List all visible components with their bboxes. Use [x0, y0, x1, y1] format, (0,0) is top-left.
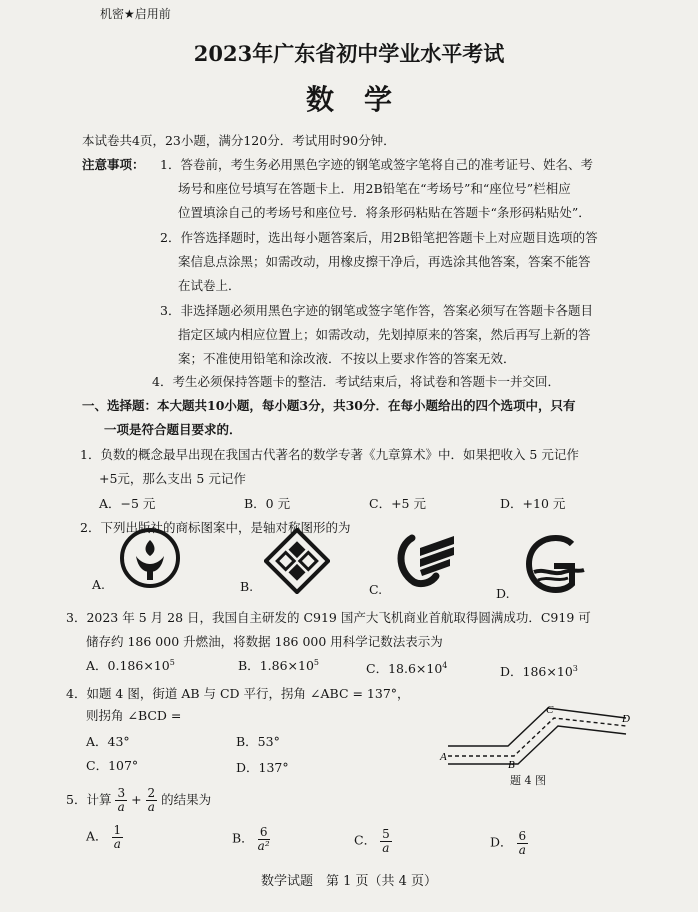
q5-option-a-denominator: a — [113, 836, 121, 851]
q5-term-2-numerator: 2 — [147, 786, 156, 801]
q3-stem-line-2: 储存约 186 000 升燃油，将数据 186 000 用科学记数法表示为 — [86, 634, 443, 649]
notice-2-line-2: 案信息点涂黑；如需改动，用橡皮擦干净后，再选涂其他答案，答案不能答 — [178, 254, 591, 269]
page-footer: 数学试题 第 1 页（共 4 页） — [260, 874, 438, 889]
notice-4-line-1: 4．考生必须保持答题卡的整洁．考试结束后，将试卷和答题卡一并交回． — [152, 374, 560, 389]
q2-option-b[interactable]: B. — [240, 579, 254, 594]
subject-title: 数学 — [305, 83, 422, 116]
q4-figure-label-d: D — [622, 713, 630, 725]
q3-option-b[interactable] — [238, 656, 319, 674]
q5-stem — [66, 784, 211, 816]
q3-option-c[interactable] — [366, 659, 447, 677]
q1-stem-line-2: +5元，那么支出 5 元记作 — [99, 471, 246, 486]
q3-option-b-label: B． — [238, 658, 260, 673]
confidential-mark: 机密★启用前 — [100, 7, 171, 21]
q4-option-a[interactable]: A．43° — [86, 734, 130, 749]
q2-stem: 2．下列出版社的商标图案中，是轴对称图形的为 — [80, 520, 351, 535]
q4-figure-label-b: B — [508, 759, 515, 768]
q4-figure-label-c: C — [546, 704, 554, 716]
q3-option-d-exponent: 3 — [572, 663, 578, 673]
q4-option-b[interactable]: B．53° — [236, 734, 280, 749]
notice-label: 注意事项： — [82, 157, 145, 172]
exam-title: 2023年广东省初中学业水平考试 — [193, 41, 505, 66]
q5-option-b-numerator: 6 — [258, 826, 270, 840]
q5-prefix: 5．计算 — [66, 792, 112, 807]
q3-option-b-exponent: 5 — [313, 657, 319, 667]
q3-option-a[interactable] — [86, 656, 175, 674]
q5-option-a-label: A． — [86, 828, 108, 844]
q5-option-d-numerator: 6 — [518, 829, 527, 843]
q3-option-c-mantissa: 18.6×10 — [388, 661, 443, 676]
q4-stem-line-2: 则拐角 ∠BCD = — [86, 708, 182, 723]
q5-option-c-fraction — [380, 828, 392, 854]
notice-3-line-3: 案；不准使用铅笔和涂改液．不按以上要求作答的答案无效． — [178, 351, 516, 366]
notice-2-line-3: 在试卷上． — [178, 278, 241, 293]
section-1-heading-cont: 一项是符合题目要求的． — [104, 422, 242, 437]
q5-option-d[interactable] — [490, 830, 528, 856]
q3-option-c-label: C． — [366, 661, 389, 676]
q4-stem-line-1: 4．如题 4 图，街道 AB 与 CD 平行，拐角 ∠ABC = 137°， — [66, 686, 410, 701]
exam-overview: 本试卷共4页，23小题，满分120分．考试用时90分钟． — [82, 133, 396, 148]
q5-plus: + — [131, 792, 142, 807]
q5-option-a-fraction — [112, 824, 124, 850]
q3-option-d-mantissa: 186×10 — [522, 664, 573, 679]
q5-option-b-denominator: a² — [257, 838, 270, 853]
q3-option-d-label: D． — [500, 664, 523, 679]
q5-suffix: 的结果为 — [161, 792, 212, 807]
q4-figure-caption: 题 4 图 — [510, 774, 546, 787]
q5-option-c[interactable] — [354, 828, 392, 854]
notice-3-line-2: 指定区域内相应位置上；如需改动，先划掉原来的答案，然后再写上新的答 — [178, 327, 591, 342]
q5-option-b[interactable] — [232, 826, 270, 852]
q5-term-1-denominator: a — [117, 800, 125, 814]
publisher-logo-a-icon — [118, 526, 182, 590]
q4-option-d[interactable]: D．137° — [236, 760, 289, 775]
section-1-heading: 一、选择题：本大题共10小题，每小题3分，共30分．在每小题给出的四个选项中，只有 — [82, 398, 576, 413]
q1-option-d[interactable]: D．+10 元 — [500, 496, 566, 511]
q5-term-2-denominator: a — [147, 800, 155, 814]
q5-option-d-fraction — [517, 830, 529, 856]
q5-option-b-label: B． — [232, 830, 254, 846]
q5-option-a-numerator: 1 — [113, 823, 122, 837]
q1-option-b[interactable]: B．0 元 — [244, 496, 291, 511]
publisher-logo-b-icon — [264, 528, 330, 594]
notice-1-line-3: 位置填涂自己的考场号和座位号．将条形码粘贴在答题卡“条形码粘贴处”． — [178, 205, 591, 220]
q3-option-a-mantissa: 0.186×10 — [107, 658, 170, 673]
q3-option-c-exponent: 4 — [442, 660, 448, 670]
publisher-logo-d-icon — [520, 532, 588, 596]
q5-option-c-label: C． — [354, 832, 377, 848]
q3-stem-line-1: 3．2023 年 5 月 28 日，我国自主研发的 C919 国产大飞机商业首航取得圆满成功．C919 可 — [66, 610, 591, 625]
q4-option-c[interactable]: C．107° — [86, 758, 139, 773]
q5-term-1 — [115, 787, 127, 813]
q4-figure-label-a: A — [440, 751, 447, 763]
q3-option-a-exponent: 5 — [169, 657, 175, 667]
q3-option-a-label: A． — [86, 658, 108, 673]
q5-term-1-numerator: 3 — [117, 786, 126, 801]
q5-option-c-numerator: 5 — [382, 827, 390, 841]
q5-option-b-fraction — [258, 826, 270, 852]
q5-term-2 — [146, 787, 158, 813]
notice-3-line-1: 3．非选择题必须用黑色字迹的钢笔或签字笔作答，答案必须写在答题卡各题目 — [160, 303, 593, 318]
q4-street-figure — [436, 696, 636, 768]
notice-1-line-2: 场号和座位号填写在答题卡上．用2B铅笔在“考场号”和“座位号”栏相应 — [178, 181, 571, 196]
q3-option-d[interactable] — [500, 662, 578, 680]
q1-option-c[interactable]: C．+5 元 — [369, 496, 426, 511]
q5-option-d-label: D． — [490, 834, 513, 850]
notice-2-line-1: 2．作答选择题时，选出每小题答案后，用2B铅笔把答题卡上对应题目选项的答 — [160, 230, 598, 245]
notice-1-line-1: 1．答卷前，考生务必用黑色字迹的钢笔或签字笔将自己的准考证号、姓名、考 — [160, 157, 593, 172]
publisher-logo-c-icon — [392, 530, 462, 590]
q3-option-b-mantissa: 1.86×10 — [259, 658, 314, 673]
q5-option-a[interactable] — [86, 824, 123, 850]
q2-option-c[interactable]: C. — [369, 582, 383, 597]
q1-stem-line-1: 1．负数的概念最早出现在我国古代著名的数学专著《九章算术》中．如果把收入 5 元记作 — [80, 447, 579, 462]
q2-option-d[interactable]: D. — [496, 586, 510, 601]
q1-option-a[interactable]: A．−5 元 — [99, 496, 156, 511]
q5-option-c-denominator: a — [382, 840, 390, 855]
q5-option-d-denominator: a — [518, 842, 526, 857]
q2-option-a[interactable]: A. — [92, 577, 106, 592]
